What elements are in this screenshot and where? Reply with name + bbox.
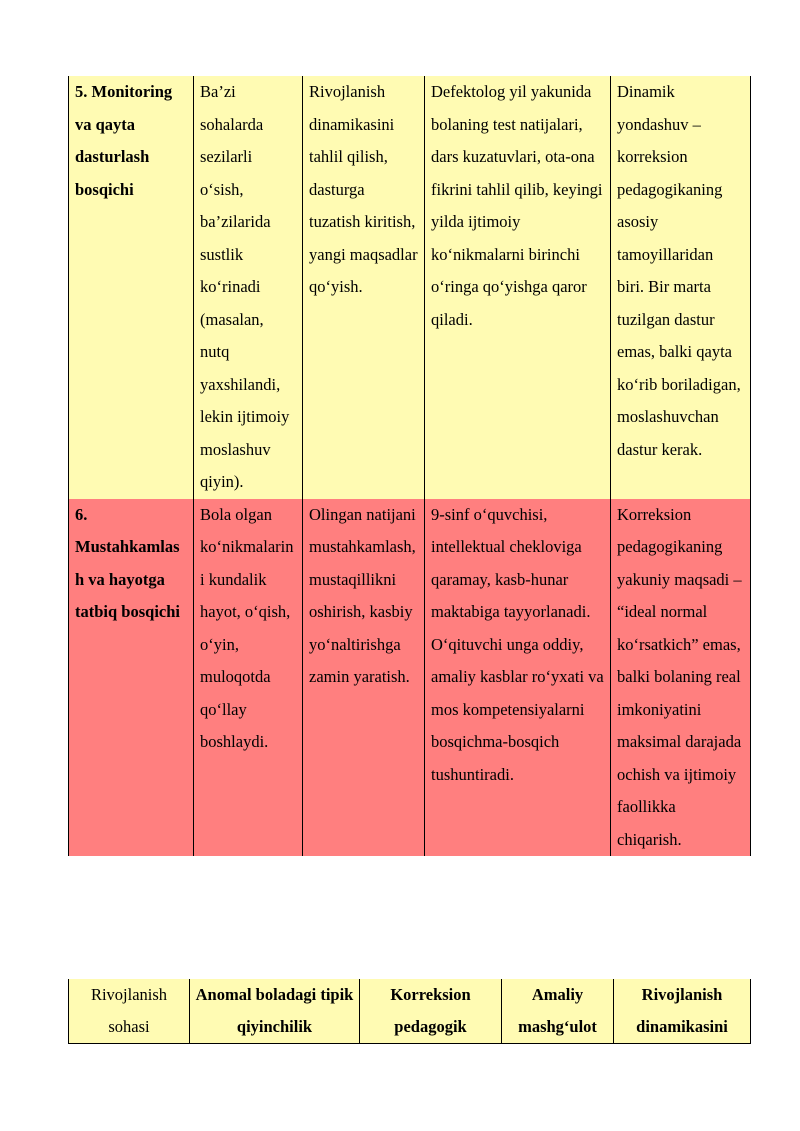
table-cell: Bola olgan ko‘nikmalarini kundalik hayot, o‘qish, o‘yin, muloqotda qo‘llay boshlaydi. [194,499,303,857]
stage-cell: 5. Monitoring va qayta dasturlash bosqichi [69,76,194,499]
stage-cell: 6. Mustahkamlash va hayotga tatbiq bosqichi [69,499,194,857]
table-cell: Dinamik yondashuv – korreksion pedagogikaning asosiy tamoyillaridan biri. Bir marta tuzilgan dastur emas, balki qayta ko‘rib boriladigan, moslashuvchan dastur kerak. [611,76,751,499]
table-cell: Rivojlanish dinamikasini tahlil qilish, dasturga tuzatish kiritish, yangi maqsadlar qo‘yish. [303,76,425,499]
header-cell: Korreksion pedagogik [360,979,502,1044]
header-row [69,979,751,1044]
header-cell: Rivojlanish dinamikasini [614,979,751,1044]
header-table [68,979,751,1044]
header-cell: Rivojlanish sohasi [69,979,190,1044]
stages-table [68,76,751,856]
header-cell: Amaliy mashg‘ulot [502,979,614,1044]
table-row [69,76,751,499]
header-cell: Anomal boladagi tipik qiyinchilik [190,979,360,1044]
table-row [69,499,751,857]
table-cell: Defektolog yil yakunida bolaning test natijalari, dars kuzatuvlari, ota-ona fikrini tahlil qilib, keyingi yilda ijtimoiy ko‘nikmalarni birinchi o‘ringa qo‘yishga qaror qiladi. [425,76,611,499]
table-cell: Korreksion pedagogikaning yakuniy maqsadi – “ideal normal ko‘rsatkich” emas, balki bolaning real imkoniyatini maksimal darajada ochish va ijtimoiy faollikka chiqarish. [611,499,751,857]
table-cell: 9-sinf o‘quvchisi, intellektual chekloviga qaramay, kasb-hunar maktabiga tayyorlanadi. O‘qituvchi unga oddiy, amaliy kasblar ro‘yxati va mos kompetensiyalarni bosqichma-bosqich tushuntiradi. [425,499,611,857]
table-cell: Ba’zi sohalarda sezilarli o‘sish, ba’zilarida sustlik ko‘rinadi (masalan, nutq yaxshilandi, lekin ijtimoiy moslashuv qiyin). [194,76,303,499]
table-cell: Olingan natijani mustahkamlash, mustaqillikni oshirish, kasbiy yo‘naltirishga zamin yaratish. [303,499,425,857]
